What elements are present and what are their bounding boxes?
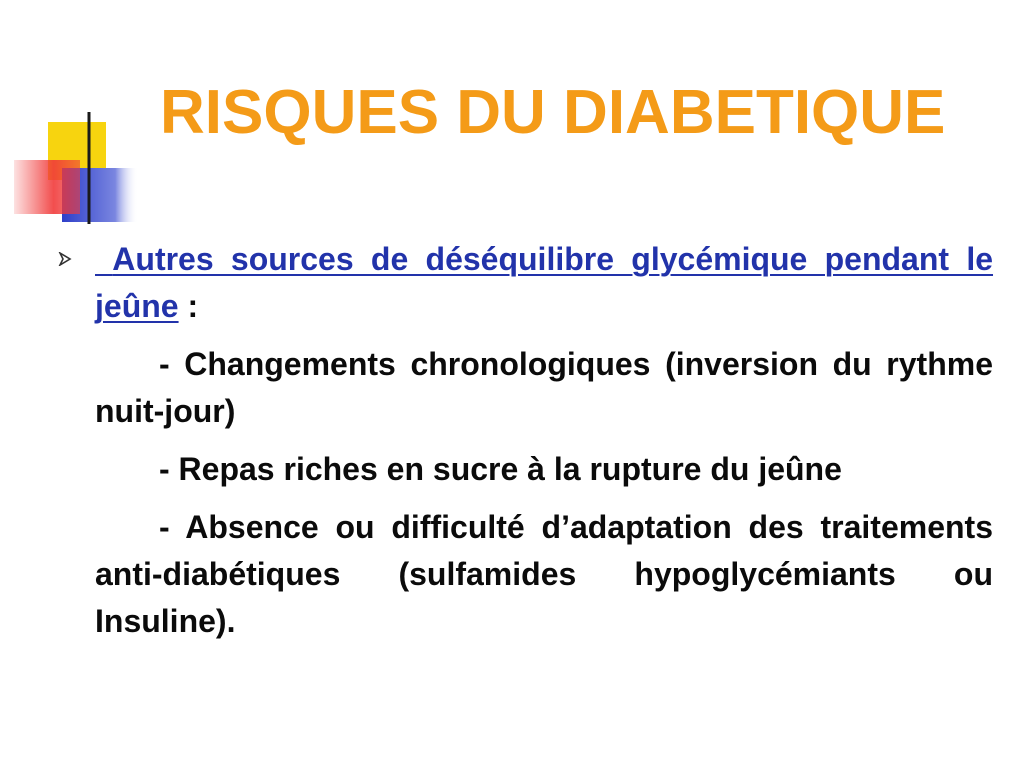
slide-title: RISQUES DU DIABETIQUE <box>160 78 946 147</box>
red-square <box>14 160 80 214</box>
bullet-paragraph <box>95 236 993 330</box>
topic-link[interactable]: Autres sources de déséquilibre glycémique pendant le jeûne <box>95 241 994 324</box>
arrowhead-bullet-icon <box>58 252 72 266</box>
sub-item-chronological: - Changements chronologiques (inversion du rythme nuit-jour) <box>95 346 993 429</box>
slide-body <box>95 236 993 656</box>
sub-item-sugary-meals: - Repas riches en sucre à la rupture du jeûne <box>159 451 842 487</box>
bullet-colon: : <box>187 288 199 324</box>
sub-item-treatment-adaptation: - Absence ou difficulté d’adaptation des traitements anti-diabétiques (sulfamides hypoglycémiants ou Insuline). <box>95 509 993 639</box>
